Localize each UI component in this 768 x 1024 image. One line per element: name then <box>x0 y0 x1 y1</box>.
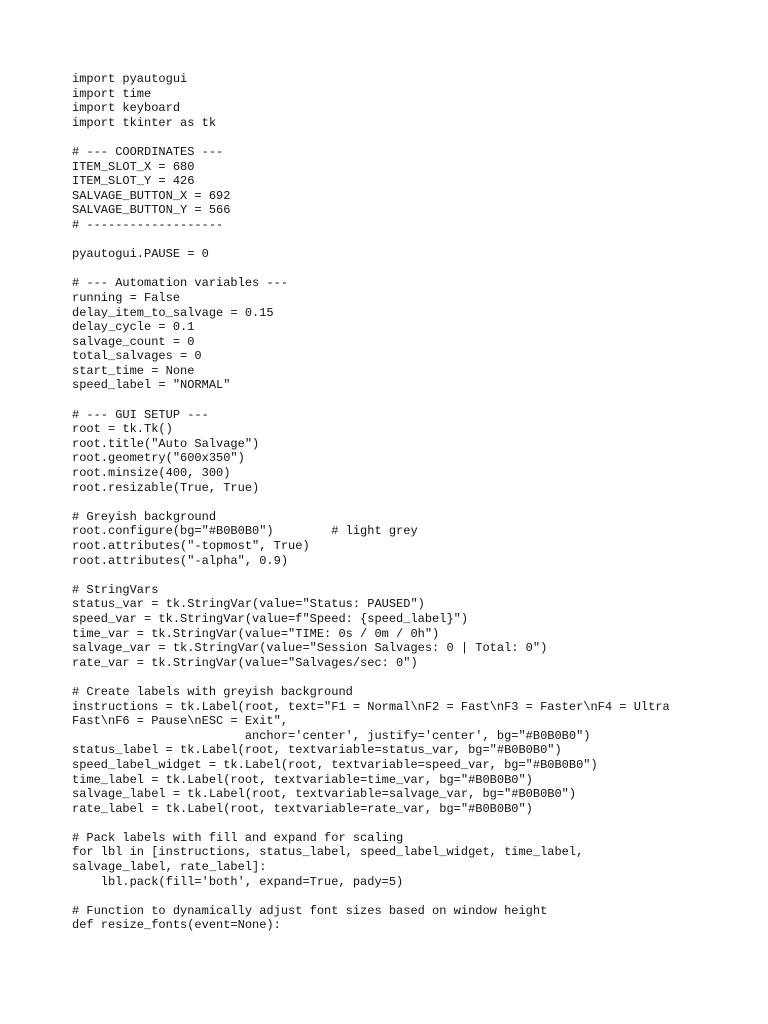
code-line: time_var = tk.StringVar(value="TIME: 0s / 0m / 0h") <box>72 626 440 641</box>
code-line: # ------------------- <box>72 217 224 232</box>
code-line <box>72 262 752 277</box>
code-line: root.minsize(400, 300) <box>72 466 231 481</box>
code-line: delay_cycle = 0.1 <box>72 320 195 335</box>
code-line: import pyautogui <box>72 72 188 86</box>
code-line: SALVAGE_BUTTON_X = 692 <box>72 188 231 203</box>
code-line <box>72 670 752 685</box>
code-line: import time <box>72 86 152 101</box>
code-line: root.attributes("-alpha", 0.9) <box>72 553 289 568</box>
code-line: status_label = tk.Label(root, textvariable=status_var, bg="#B0B0B0") <box>72 743 562 758</box>
code-line: rate_var = tk.StringVar(value="Salvages/sec: 0") <box>72 655 418 670</box>
code-line: Fast\nF6 = Pause\nESC = Exit", <box>72 714 289 729</box>
code-line: root.geometry("600x350") <box>72 451 245 466</box>
code-line: # Create labels with greyish background <box>72 684 353 699</box>
code-line: root.resizable(True, True) <box>72 480 260 495</box>
code-line: start_time = None <box>72 363 195 378</box>
code-line: pyautogui.PAUSE = 0 <box>72 247 209 262</box>
code-line: root.title("Auto Salvage") <box>72 436 260 451</box>
code-line: delay_item_to_salvage = 0.15 <box>72 305 274 320</box>
code-listing <box>72 72 752 933</box>
code-line: time_label = tk.Label(root, textvariable=time_var, bg="#B0B0B0") <box>72 772 533 787</box>
code-line: anchor='center', justify='center', bg="#B0B0B0") <box>72 728 591 743</box>
code-line <box>72 568 752 583</box>
code-line: running = False <box>72 290 181 305</box>
code-line: root.attributes("-topmost", True) <box>72 539 310 553</box>
code-line: import keyboard <box>72 101 181 116</box>
code-line: def resize_fonts(event=None): <box>72 918 281 933</box>
code-line: speed_label = "NORMAL" <box>72 378 231 393</box>
code-line: lbl.pack(fill='both', expand=True, pady=5) <box>72 874 404 889</box>
code-line: # --- Automation variables --- <box>72 276 289 291</box>
code-line: # --- COORDINATES --- <box>72 144 224 159</box>
code-line: root.configure(bg="#B0B0B0") # light grey <box>72 524 418 539</box>
code-line: # Function to dynamically adjust font sizes based on window height <box>72 903 548 918</box>
code-line: salvage_label, rate_label]: <box>72 860 267 875</box>
code-line: salvage_count = 0 <box>72 334 195 349</box>
code-line: instructions = tk.Label(root, text="F1 = Normal\nF2 = Fast\nF3 = Faster\nF4 = Ultra <box>72 699 670 714</box>
code-line: speed_var = tk.StringVar(value=f"Speed: {speed_label}") <box>72 611 469 626</box>
code-line: rate_label = tk.Label(root, textvariable=rate_var, bg="#B0B0B0") <box>72 801 533 816</box>
code-line: SALVAGE_BUTTON_Y = 566 <box>72 203 231 218</box>
code-line <box>72 816 752 831</box>
code-line: ITEM_SLOT_X = 680 <box>72 159 195 174</box>
code-line: for lbl in [instructions, status_label, speed_label_widget, time_label, <box>72 845 584 860</box>
code-line <box>72 233 752 248</box>
code-line: # --- GUI SETUP --- <box>72 407 209 422</box>
code-line <box>72 130 752 145</box>
code-line <box>72 495 752 510</box>
code-line: status_var = tk.StringVar(value="Status: PAUSED") <box>72 597 425 612</box>
code-line: # Greyish background <box>72 509 217 524</box>
code-line <box>72 889 752 904</box>
code-line: ITEM_SLOT_Y = 426 <box>72 174 195 189</box>
code-line: # Pack labels with fill and expand for scaling <box>72 830 404 845</box>
code-line: root = tk.Tk() <box>72 422 173 437</box>
code-line: # StringVars <box>72 582 159 597</box>
code-line: salvage_var = tk.StringVar(value="Session Salvages: 0 | Total: 0") <box>72 641 548 656</box>
code-line: total_salvages = 0 <box>72 349 202 364</box>
code-line: speed_label_widget = tk.Label(root, textvariable=speed_var, bg="#B0B0B0") <box>72 757 598 772</box>
code-line: salvage_label = tk.Label(root, textvariable=salvage_var, bg="#B0B0B0") <box>72 787 577 802</box>
code-line: import tkinter as tk <box>72 115 217 130</box>
code-line <box>72 393 752 408</box>
